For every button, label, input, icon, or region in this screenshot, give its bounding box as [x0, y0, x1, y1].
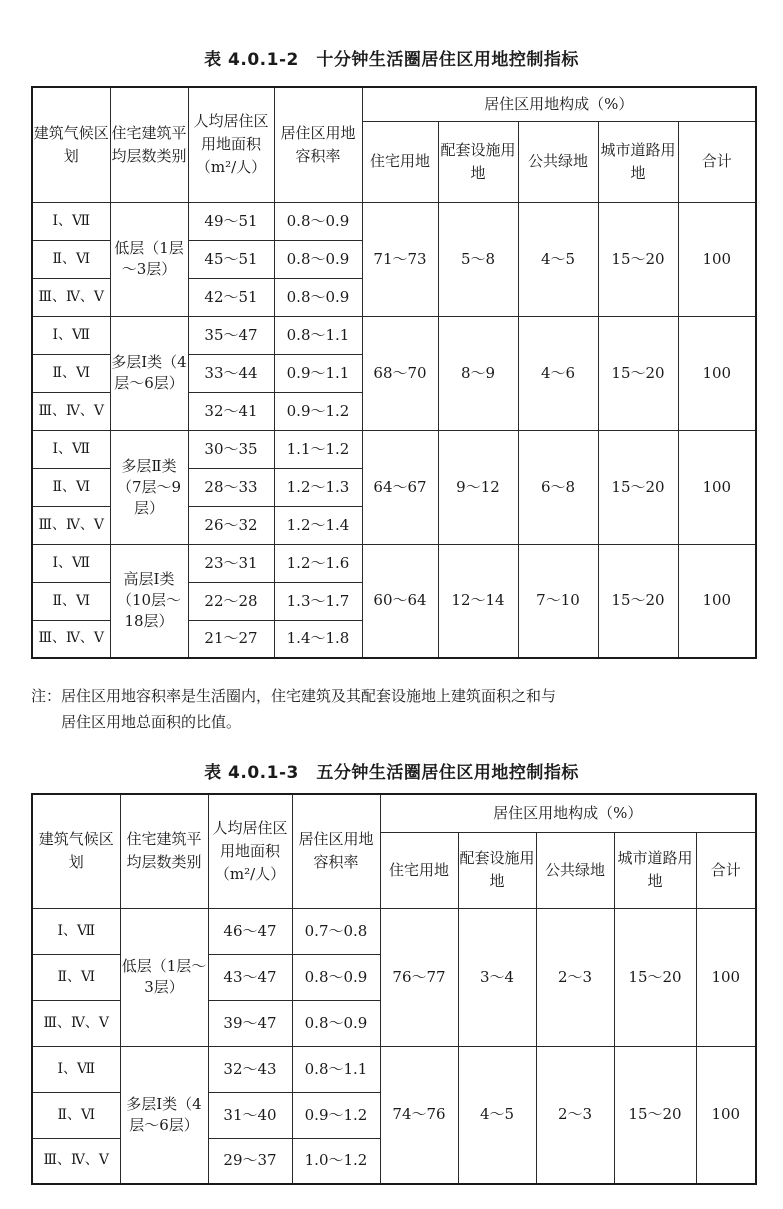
cell-facilities: 4～5 [458, 1046, 536, 1184]
cell-climate: Ⅲ、Ⅳ、Ⅴ [32, 1138, 120, 1184]
cell-area-per-person: 43～47 [208, 954, 292, 1000]
header-far: 居住区用地容积率 [274, 87, 362, 202]
cell-far: 1.1～1.2 [274, 430, 362, 468]
cell-residential: 68～70 [362, 316, 438, 430]
cell-area-per-person: 23～31 [188, 544, 274, 582]
cell-floors: 低层（1层～3层） [110, 202, 188, 316]
cell-total: 100 [678, 316, 756, 430]
header-composition: 居住区用地构成（%） [362, 87, 756, 121]
cell-far: 0.8～1.1 [274, 316, 362, 354]
cell-green: 6～8 [518, 430, 598, 544]
cell-floors: 高层Ⅰ类（10层～18层） [110, 544, 188, 658]
cell-total: 100 [678, 544, 756, 658]
cell-climate: Ⅲ、Ⅳ、Ⅴ [32, 278, 110, 316]
cell-green: 4～6 [518, 316, 598, 430]
cell-area-per-person: 32～41 [188, 392, 274, 430]
cell-far: 0.7～0.8 [292, 908, 380, 954]
cell-far: 0.8～0.9 [292, 1000, 380, 1046]
header-total: 合计 [696, 832, 756, 908]
header-floors: 住宅建筑平均层数类别 [120, 794, 208, 908]
cell-total: 100 [696, 908, 756, 1046]
cell-climate: Ⅱ、Ⅵ [32, 1092, 120, 1138]
table2-caption: 表 4.0.1-3 五分钟生活圈居住区用地控制指标 [204, 763, 579, 783]
header-residential: 住宅用地 [380, 832, 458, 908]
cell-climate: Ⅰ、Ⅶ [32, 202, 110, 240]
cell-area-per-person: 22～28 [188, 582, 274, 620]
cell-far: 1.2～1.4 [274, 506, 362, 544]
cell-residential: 64～67 [362, 430, 438, 544]
cell-climate: Ⅱ、Ⅵ [32, 582, 110, 620]
cell-far: 0.9～1.1 [274, 354, 362, 392]
cell-green: 4～5 [518, 202, 598, 316]
cell-residential: 74～76 [380, 1046, 458, 1184]
cell-climate: Ⅰ、Ⅶ [32, 430, 110, 468]
cell-far: 0.8～0.9 [274, 202, 362, 240]
cell-climate: Ⅱ、Ⅵ [32, 954, 120, 1000]
cell-far: 0.8～1.1 [292, 1046, 380, 1092]
header-composition: 居住区用地构成（%） [380, 794, 756, 832]
cell-area-per-person: 49～51 [188, 202, 274, 240]
header-green: 公共绿地 [536, 832, 614, 908]
cell-far: 1.2～1.6 [274, 544, 362, 582]
cell-facilities: 8～9 [438, 316, 518, 430]
cell-floors: 低层（1层～3层） [120, 908, 208, 1046]
header-climate: 建筑气候区划 [32, 794, 120, 908]
cell-climate: Ⅲ、Ⅳ、Ⅴ [32, 392, 110, 430]
header-residential: 住宅用地 [362, 121, 438, 202]
table2-body [32, 908, 756, 1184]
cell-area-per-person: 32～43 [208, 1046, 292, 1092]
cell-area-per-person: 39～47 [208, 1000, 292, 1046]
cell-climate: Ⅱ、Ⅵ [32, 354, 110, 392]
cell-facilities: 12～14 [438, 544, 518, 658]
cell-far: 1.4～1.8 [274, 620, 362, 658]
table-note-line1: 注：居住区用地容积率是生活圈内，住宅建筑及其配套设施地上建筑面积之和与 [31, 687, 557, 705]
header-facilities: 配套设施用地 [438, 121, 518, 202]
header-roads: 城市道路用地 [598, 121, 678, 202]
cell-climate: Ⅱ、Ⅵ [32, 468, 110, 506]
header-area-per-person: 人均居住区用地面积（m²/人） [208, 794, 292, 908]
cell-climate: Ⅲ、Ⅳ、Ⅴ [32, 1000, 120, 1046]
cell-climate: Ⅰ、Ⅶ [32, 544, 110, 582]
cell-roads: 15～20 [598, 544, 678, 658]
cell-far: 0.8～0.9 [274, 278, 362, 316]
table-note-line2: 居住区用地总面积的比值。 [61, 713, 242, 731]
cell-residential: 71～73 [362, 202, 438, 316]
table2-five-minute-life-circle [31, 793, 757, 1185]
cell-roads: 15～20 [598, 202, 678, 316]
cell-climate: Ⅲ、Ⅳ、Ⅴ [32, 620, 110, 658]
cell-climate: Ⅰ、Ⅶ [32, 1046, 120, 1092]
cell-far: 0.8～0.9 [274, 240, 362, 278]
cell-climate: Ⅰ、Ⅶ [32, 316, 110, 354]
cell-facilities: 5～8 [438, 202, 518, 316]
cell-area-per-person: 28～33 [188, 468, 274, 506]
cell-far: 0.9～1.2 [292, 1092, 380, 1138]
cell-residential: 60～64 [362, 544, 438, 658]
cell-area-per-person: 45～51 [188, 240, 274, 278]
cell-floors: 多层Ⅱ类（7层～9层） [110, 430, 188, 544]
cell-floors: 多层Ⅰ类（4层～6层） [120, 1046, 208, 1184]
cell-green: 7～10 [518, 544, 598, 658]
header-far: 居住区用地容积率 [292, 794, 380, 908]
cell-area-per-person: 35～47 [188, 316, 274, 354]
table1-ten-minute-life-circle [31, 86, 757, 659]
cell-far: 1.2～1.3 [274, 468, 362, 506]
cell-roads: 15～20 [598, 316, 678, 430]
table-row [32, 316, 756, 354]
header-area-per-person: 人均居住区用地面积（m²/人） [188, 87, 274, 202]
cell-total: 100 [696, 1046, 756, 1184]
cell-far: 0.8～0.9 [292, 954, 380, 1000]
cell-far: 1.0～1.2 [292, 1138, 380, 1184]
table-row [32, 544, 756, 582]
cell-floors: 多层Ⅰ类（4层～6层） [110, 316, 188, 430]
header-total: 合计 [678, 121, 756, 202]
header-roads: 城市道路用地 [614, 832, 696, 908]
cell-area-per-person: 46～47 [208, 908, 292, 954]
cell-climate: Ⅱ、Ⅵ [32, 240, 110, 278]
cell-green: 2～3 [536, 1046, 614, 1184]
cell-facilities: 9～12 [438, 430, 518, 544]
header-floors: 住宅建筑平均层数类别 [110, 87, 188, 202]
cell-roads: 15～20 [598, 430, 678, 544]
cell-area-per-person: 30～35 [188, 430, 274, 468]
cell-residential: 76～77 [380, 908, 458, 1046]
cell-area-per-person: 26～32 [188, 506, 274, 544]
cell-far: 0.9～1.2 [274, 392, 362, 430]
cell-area-per-person: 31～40 [208, 1092, 292, 1138]
table-row [32, 908, 756, 954]
cell-total: 100 [678, 430, 756, 544]
cell-roads: 15～20 [614, 908, 696, 1046]
table1-caption: 表 4.0.1-2 十分钟生活圈居住区用地控制指标 [204, 50, 579, 70]
cell-area-per-person: 33～44 [188, 354, 274, 392]
cell-green: 2～3 [536, 908, 614, 1046]
cell-area-per-person: 42～51 [188, 278, 274, 316]
table1-body [32, 202, 756, 658]
header-green: 公共绿地 [518, 121, 598, 202]
cell-climate: Ⅰ、Ⅶ [32, 908, 120, 954]
table-row [32, 430, 756, 468]
cell-area-per-person: 29～37 [208, 1138, 292, 1184]
cell-far: 1.3～1.7 [274, 582, 362, 620]
table-row [32, 202, 756, 240]
cell-roads: 15～20 [614, 1046, 696, 1184]
cell-facilities: 3～4 [458, 908, 536, 1046]
header-climate: 建筑气候区划 [32, 87, 110, 202]
cell-total: 100 [678, 202, 756, 316]
cell-area-per-person: 21～27 [188, 620, 274, 658]
table-row [32, 1046, 756, 1092]
header-facilities: 配套设施用地 [458, 832, 536, 908]
cell-climate: Ⅲ、Ⅳ、Ⅴ [32, 506, 110, 544]
